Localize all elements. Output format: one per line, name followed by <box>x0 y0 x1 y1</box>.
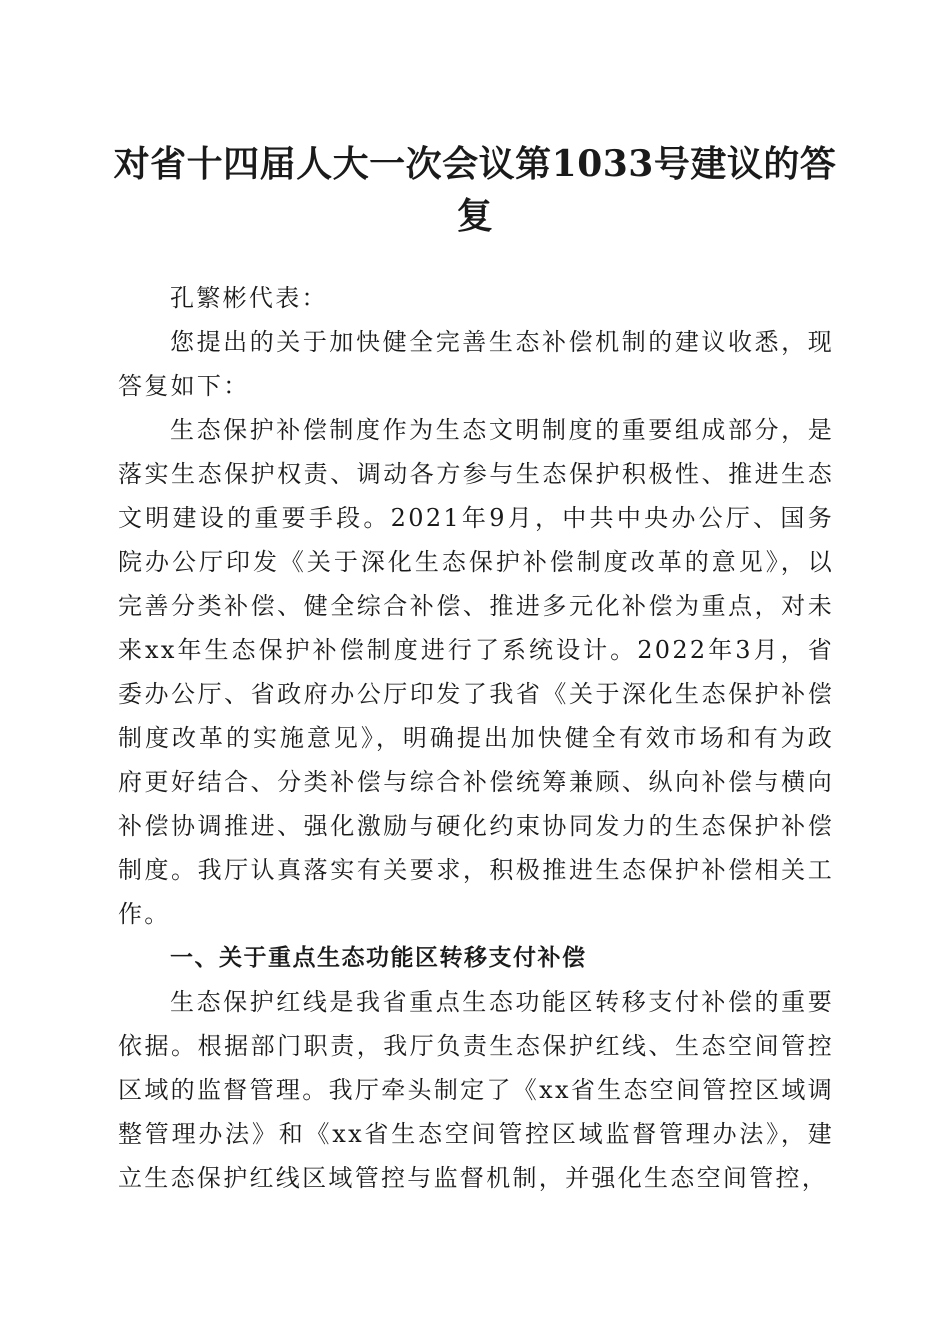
document-body <box>118 276 834 1200</box>
section-paragraph: 生态保护红线是我省重点生态功能区转移支付补偿的重要依据。根据部门职责，我厅负责生态保护红线、生态空间管控区域的监督管理。我厅牵头制定了《xx省生态空间管控区域调整管理办法》和《xx省生态空间管控区域监督管理办法》，建立生态保护红线区域管控与监督机制，并强化生态空间管控， <box>118 988 834 1192</box>
salutation: 孔繁彬代表： <box>170 284 328 312</box>
intro-paragraph: 您提出的关于加快健全完善生态补偿机制的建议收悉，现答复如下： <box>118 328 834 400</box>
background-paragraph: 生态保护补偿制度作为生态文明制度的重要组成部分，是落实生态保护权责、调动各方参与生态保护积极性、推进生态文明建设的重要手段。2021年9月，中共中央办公厅、国务院办公厅印发《关于深化生态保护补偿制度改革的意见》，以完善分类补偿、健全综合补偿、推进多元化补偿为重点，对未来xx年生态保护补偿制度进行了系统设计。2022年3月，省委办公厅、省政府办公厅印发了我省《关于深化生态保护补偿制度改革的实施意见》，明确提出加快健全有效市场和有为政府更好结合、分类补偿与综合补偿统筹兼顾、纵向补偿与横向补偿协调推进、强化激励与硬化约束协同发力的生态保护补偿制度。我厅认真落实有关要求，积极推进生态保护补偿相关工作。 <box>118 416 834 928</box>
section-heading: 一、关于重点生态功能区转移支付补偿 <box>170 945 587 971</box>
document-title: 对省十四届人大一次会议第1033号建议的答复 <box>113 143 837 237</box>
